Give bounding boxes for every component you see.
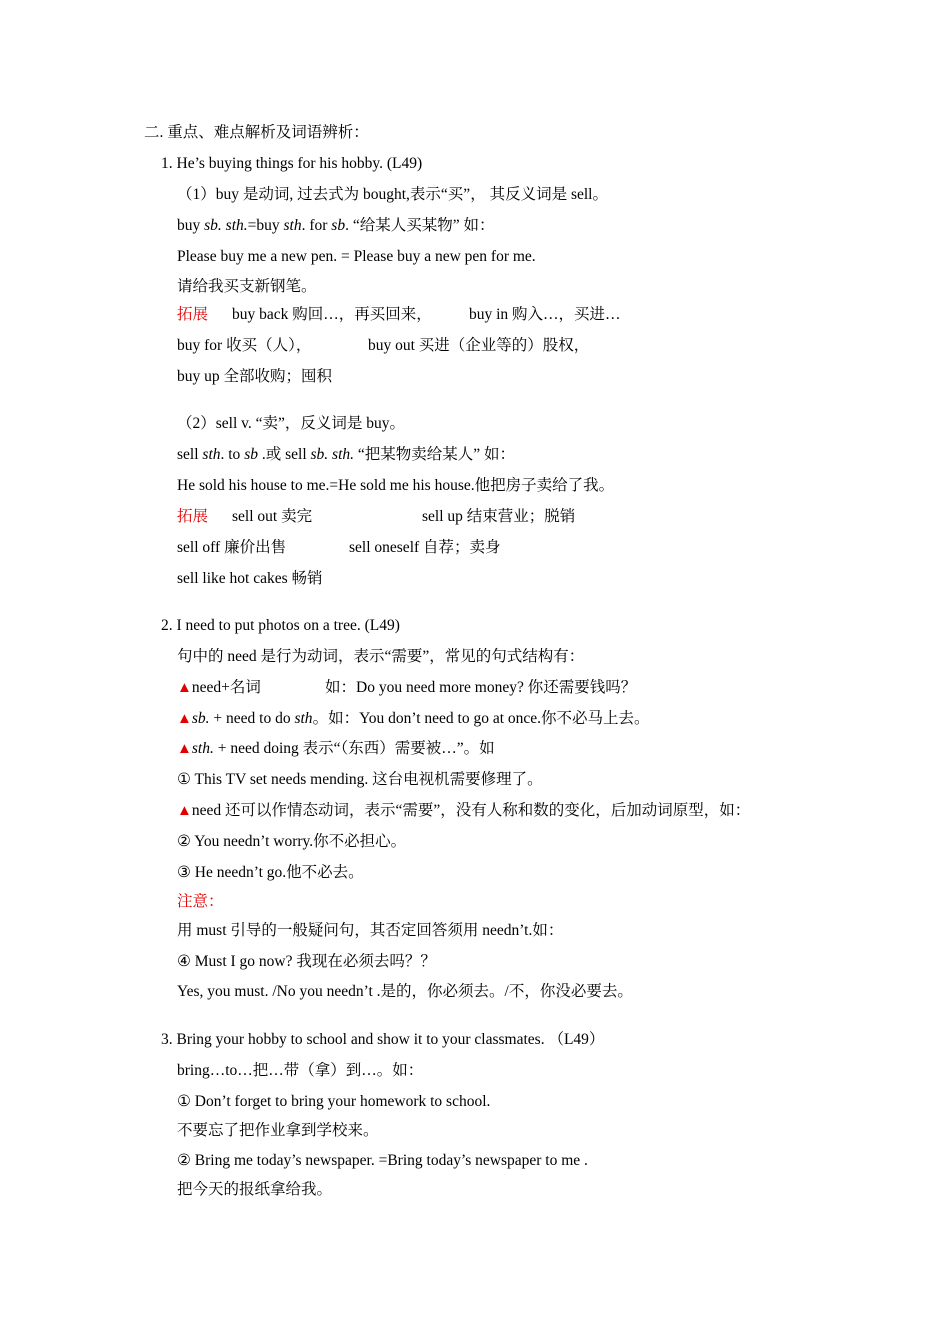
s1-pattern [177,216,494,236]
red-triangle-icon: ▲ [177,741,192,757]
s1-ext-2: buy for 收买（人）， [177,337,312,354]
s3-point-1: bring…to…把…带（拿）到…。如： [177,1062,424,1079]
section-2-title: 2. I need to put photos on a tree. (L49) [161,617,400,634]
italic-text: sth. [191,740,214,757]
text: .或 sell [257,446,311,463]
italic-text: sb. sth. [204,217,248,234]
red-triangle-icon: ▲ [177,680,192,696]
s2-bullet-3 [177,739,495,759]
text: need+名词 [191,679,261,696]
s2-bullet-1 [177,678,261,698]
s3-example-1: ① Don’t forget to bring your homework to school. [177,1093,491,1110]
s2-example-5: Yes, you must. /No you needn’t .是的，你必须去。/不，你没必要去。 [177,983,633,1000]
text: . “给某人买某物” 如： [345,217,495,234]
s2-intro: 句中的 need 是行为动词，表示“需要”，常见的句式结构有： [177,648,585,665]
text: + need doing 表示“（东西）需要被…”。如 [213,740,495,757]
s1-example-cn: 请给我买支新钢笔。 [177,278,317,295]
text: 。如：You don’t need to go at once.你不必马上去。 [312,710,650,727]
italic-text: sb [244,446,258,463]
text: + need to do [209,710,295,727]
s2-example-4: ④ Must I go now? 我现在必须去吗？？ [177,953,436,970]
s1-ext-6: sell like hot cakes 畅销 [177,570,323,587]
s1-ext-4: sell out 卖完 [232,508,313,525]
text: need 还可以作情态动词，表示“需要”，没有人称和数的变化，后加动词原型，如： [191,802,751,819]
red-triangle-icon: ▲ [177,803,192,819]
italic-text: sth [283,217,302,234]
italic-text: sth [202,446,221,463]
s2-example-1: ① This TV set needs mending. 这台电视机需要修理了。 [177,771,543,788]
s1-example: Please buy me a new pen. = Please buy a new pen for me. [177,248,536,265]
s2-bullet-4 [177,801,750,821]
section-3-title: 3. Bring your hobby to school and show it to your classmates. （L49） [161,1031,605,1048]
text: . for [301,217,332,234]
s1-ext-3: buy up 全部收购；囤积 [177,368,333,385]
text: buy [177,217,205,234]
italic-text: sth [294,710,313,727]
italic-text: sb [331,217,346,234]
extension-label: 拓展 [177,306,209,323]
s3-example-1-cn: 不要忘了把作业拿到学校来。 [177,1122,379,1139]
note-label: 注意： [177,893,224,910]
s1-ext-5b: sell oneself 自荐；卖身 [349,539,501,556]
s1-ext-1b: buy in 购入…，买进… [469,306,621,323]
section-1-title: 1. He’s buying things for his hobby. (L49) [161,155,423,172]
italic-text: sb. [191,710,210,727]
s3-example-2-cn: 把今天的报纸拿给我。 [177,1181,333,1198]
red-triangle-icon: ▲ [177,711,192,727]
text: sell [177,446,203,463]
text: =buy [247,217,284,234]
s1-ext-1: buy back 购回…，再买回来， [232,306,432,323]
s1-point-1: （1）buy 是动词, 过去式为 bought,表示“买”， 其反义词是 sell。 [177,186,608,203]
s2-note-text: 用 must 引导的一般疑问句，其否定回答须用 needn’t.如： [177,922,564,939]
s1-ext-5: sell off 廉价出售 [177,539,287,556]
s1-ext-4b: sell up 结束营业；脱销 [422,508,576,525]
s1-point-2: （2）sell v. “卖”，反义词是 buy。 [177,415,406,432]
extension-label: 拓展 [177,508,209,525]
s1-example-2: He sold his house to me.=He sold me his house.他把房子卖给了我。 [177,477,615,494]
heading: 二. 重点、难点解析及词语辨析： [144,124,369,141]
s2-example-3: ③ He needn’t go.他不必去。 [177,864,364,881]
s1-ext-2b: buy out 买进（企业等的）股权， [368,337,590,354]
text: . to [220,446,245,463]
s2-bullet-2 [177,709,650,729]
s2-bullet-1-example: 如：Do you need more money? 你还需要钱吗？ [325,679,637,696]
text: “把某物卖给某人” 如： [354,446,516,463]
s3-example-2: ② Bring me today’s newspaper. =Bring today’s newspaper to me . [177,1152,588,1169]
s2-example-2: ② You needn’t worry.你不必担心。 [177,833,407,850]
italic-text: sb. sth. [310,446,355,463]
s1-pattern-2 [177,445,515,465]
